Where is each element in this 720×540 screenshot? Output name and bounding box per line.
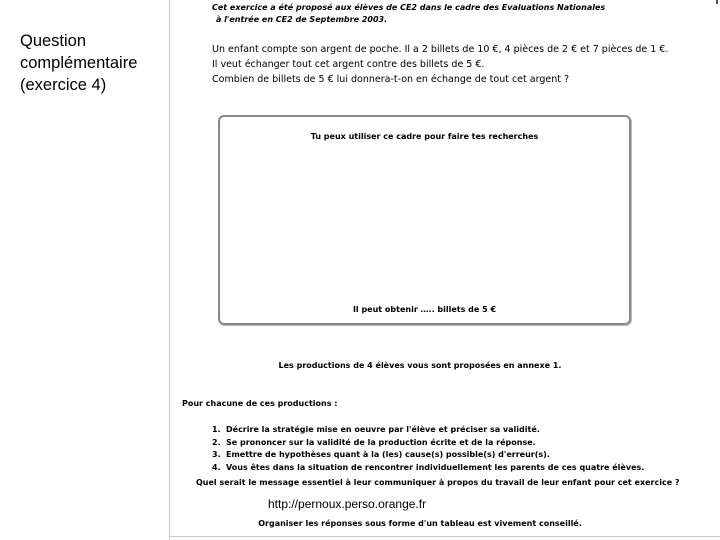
- task-item: [212, 449, 644, 462]
- task-number: 2.: [212, 437, 221, 447]
- task-item: [212, 424, 644, 437]
- work-box: [218, 115, 631, 325]
- problem-line: Il veut échanger tout cet argent contre des billets de 5 €.: [212, 59, 485, 70]
- intro-text: [212, 2, 605, 26]
- task-number: 3.: [212, 450, 221, 459]
- task-text: Vous êtes dans la situation de rencontrer individuellement les parents de ces quatre élèves.: [226, 462, 645, 472]
- bottom-divider: [169, 536, 720, 537]
- task-text: Emettre de hypothèses quant à la (les) cause(s) possible(s) d'erreur(s).: [226, 450, 550, 459]
- task-text: Se prononcer sur la validité de la production écrite et de la réponse.: [226, 437, 536, 447]
- side-title: [20, 30, 170, 96]
- intro-line: Cet exercice a été proposé aux élèves de CE2 dans le cadre des Evaluations Nationales: [212, 3, 606, 12]
- problem-line: Combien de billets de 5 € lui donnera-t-on en échange de tout cet argent ?: [212, 74, 570, 85]
- side-title-line: (exercice 4): [20, 76, 107, 94]
- advice-note: Organiser les réponses sous forme d'un tableau est vivement conseillé.: [258, 519, 582, 528]
- source-url: http://pernoux.perso.orange.fr: [268, 497, 427, 511]
- task-number: 4.: [212, 462, 221, 472]
- instructions-title: Pour chacune de ces productions :: [182, 399, 338, 408]
- work-box-answer: Il peut obtenir ….. billets de 5 €: [352, 305, 497, 314]
- side-title-line: complémentaire: [20, 54, 138, 72]
- task-item: [212, 437, 644, 450]
- problem-line: Un enfant compte son argent de poche. Il a 2 billets de 10 €, 4 pièces de 2 € et 7 pièces de 1 €.: [212, 44, 669, 55]
- task-number: 1.: [212, 425, 221, 434]
- parent-question: Quel serait le message essentiel à leur communiquer à propos du travail de leur enfant pour cet exercice ?: [196, 478, 680, 487]
- annex-note: Les productions de 4 élèves vous sont proposées en annexe 1.: [278, 361, 562, 370]
- intro-line: à l'entrée en CE2 de Septembre 2003.: [216, 15, 388, 24]
- side-title-line: Question: [20, 32, 87, 50]
- task-list: [212, 424, 644, 474]
- work-box-caption: Tu peux utiliser ce cadre pour faire tes recherches: [310, 132, 539, 141]
- corner-mark: [716, 0, 718, 4]
- problem-statement: [212, 42, 692, 87]
- task-item: [212, 462, 644, 475]
- vertical-divider: [169, 0, 170, 540]
- task-text: Décrire la stratégie mise en oeuvre par l'élève et préciser sa validité.: [226, 425, 540, 434]
